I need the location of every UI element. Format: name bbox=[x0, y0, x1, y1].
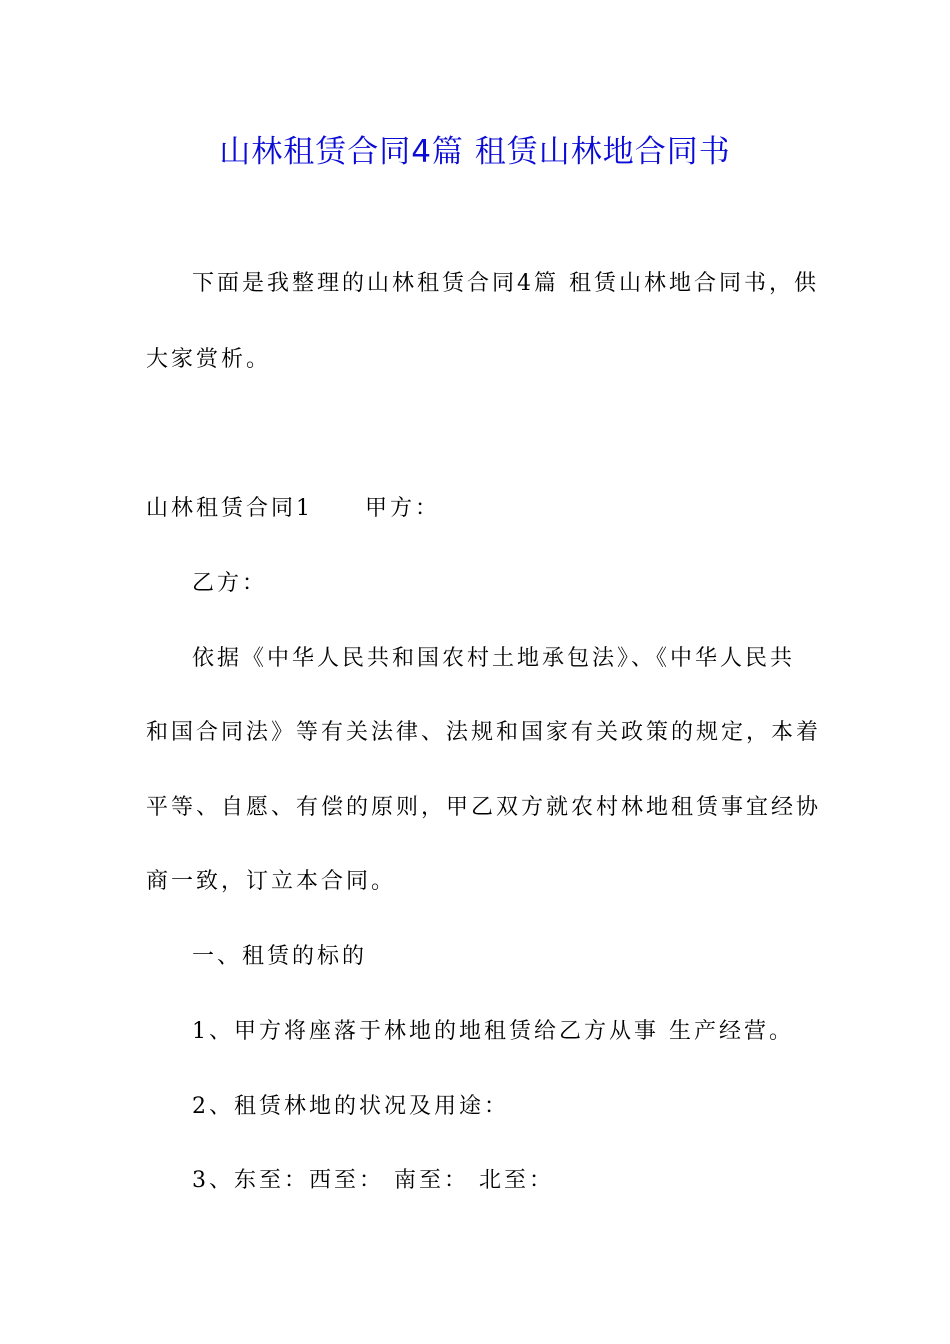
intro-line-2: 大家赏析。 bbox=[146, 347, 272, 372]
intro-line-1: 下面是我整理的山林租赁合同4篇 租赁山林地合同书，供 bbox=[192, 271, 819, 296]
contract-heading: 山林租赁合同1 bbox=[146, 496, 313, 521]
clause-2: 2、租赁林地的状况及用途： bbox=[192, 1094, 509, 1119]
clause-1: 1、甲方将座落于林地的地租赁给乙方从事 生产经营。 bbox=[192, 1019, 794, 1044]
party-a-label: 甲方： bbox=[365, 496, 441, 521]
contract-heading-row bbox=[146, 493, 440, 525]
clause-3: 3、东至：西至： 南至： 北至： bbox=[192, 1168, 554, 1193]
document-title: 山林租赁合同4篇 租赁山林地合同书 bbox=[219, 134, 731, 170]
section-1-title: 一、租赁的标的 bbox=[192, 944, 368, 969]
preamble-line-4: 商一致，订立本合同。 bbox=[146, 869, 397, 894]
preamble-line-2: 和国合同法》等有关法律、法规和国家有关政策的规定，本着 bbox=[146, 720, 822, 745]
preamble-line-3: 平等、自愿、有偿的原则，甲乙双方就农村林地租赁事宜经协 bbox=[146, 795, 822, 820]
preamble-line-1: 依据《中华人民共和国农村土地承包法》、《中华人民共 bbox=[192, 646, 796, 671]
party-b-label: 乙方： bbox=[192, 571, 268, 596]
